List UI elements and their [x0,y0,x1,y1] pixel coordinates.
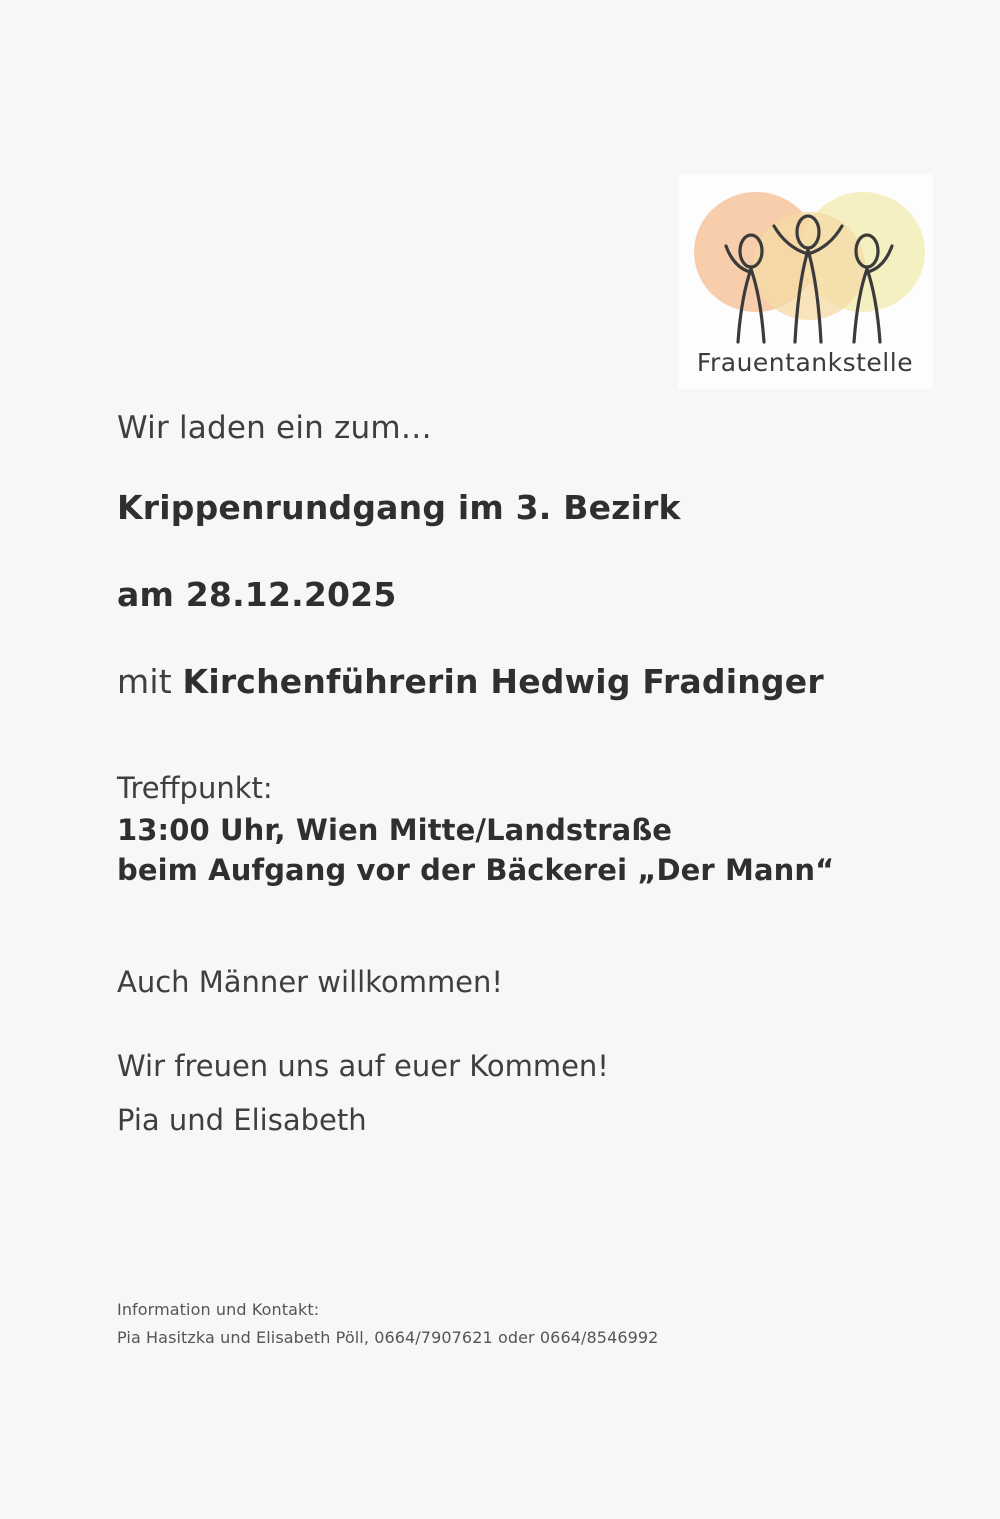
meeting-time-place: 13:00 Uhr, Wien Mitte/Landstraße [117,813,673,847]
logo-graphic [678,174,933,389]
meeting-detail: beim Aufgang vor der Bäckerei „Der Mann“ [117,853,835,887]
invitation-date: am 28.12.2025 [117,575,397,614]
looking-forward-note: Wir freuen uns auf euer Kommen! [117,1049,609,1083]
men-welcome-note: Auch Männer willkommen! [117,965,504,999]
footer-contact-label: Information und Kontakt: [117,1300,320,1319]
invitation-guide [117,662,917,701]
invitation-guide-prefix: mit [117,662,183,701]
frauentankstelle-logo [678,174,933,389]
invitation-title: Krippenrundgang im 3. Bezirk [117,488,681,527]
footer-contact-details: Pia Hasitzka und Elisabeth Pöll, 0664/7907621 oder 0664/8546992 [117,1328,659,1347]
footer-contact [117,1300,917,1347]
invitation-intro: Wir laden ein zum… [117,410,432,446]
signature: Pia und Elisabeth [117,1103,367,1137]
logo-wordmark: Frauentankstelle [696,348,914,377]
meeting-label: Treffpunkt: [117,771,273,805]
invitation-body [117,410,917,1137]
invitation-guide-name: Kirchenführerin Hedwig Fradinger [182,662,824,701]
